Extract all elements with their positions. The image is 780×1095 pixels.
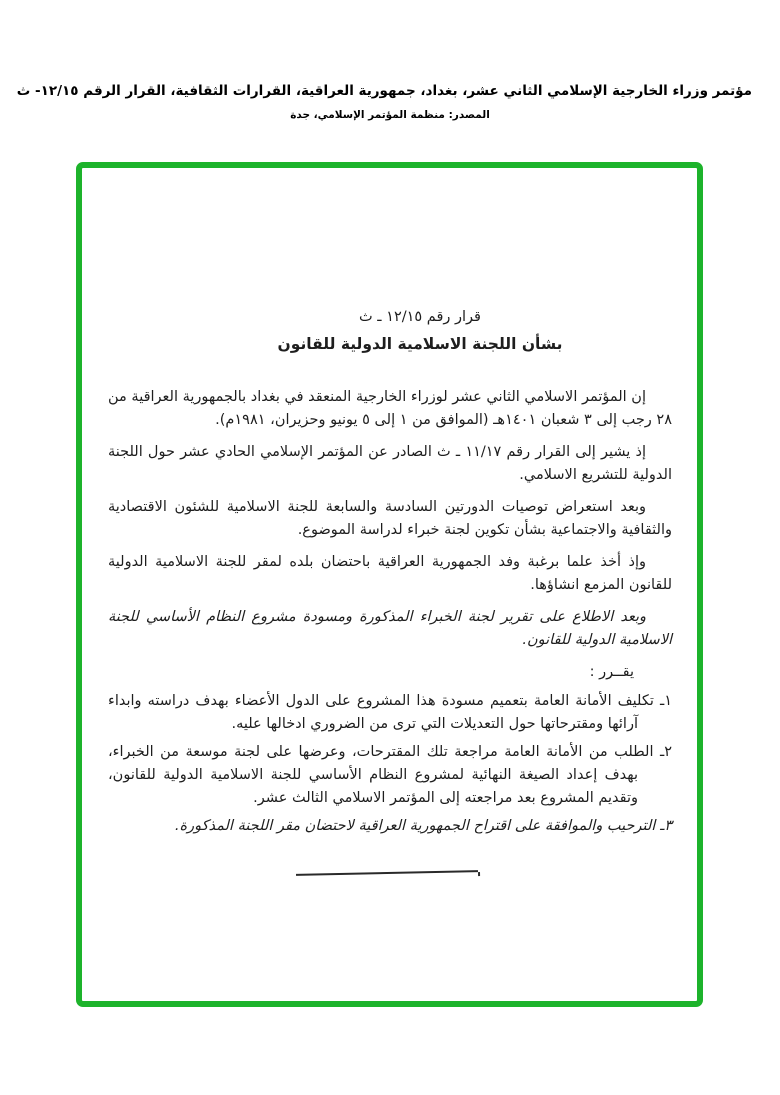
decision-item-2 [108, 741, 672, 810]
decision-item-1 [108, 690, 672, 736]
preamble-paragraph-4: وإذ أخذ علما برغبة وفد الجمهورية العراقية باحتضان بلده لمقر للجنة الاسلامية الدولية للقانون المزمع انشاؤها. [108, 554, 672, 593]
decision-item-3-number: ٣ـ [659, 818, 672, 834]
resolution-title-block [168, 306, 672, 356]
resolution-body [108, 306, 672, 843]
decision-item-1-number: ١ـ [659, 693, 672, 709]
decides-label: يقــرر : [589, 664, 634, 680]
resolution-subject-title: بشأن اللجنة الاسلامية الدولية للقانون [277, 335, 563, 353]
signature-rule-line [296, 870, 478, 876]
preamble-paragraph-2: إذ يشير إلى القرار رقم ١١/١٧ ـ ث الصادر عن المؤتمر الإسلامي الحادي عشر حول اللجنة الدولية للتشريع الاسلامي. [108, 444, 672, 483]
preamble-paragraph-1: إن المؤتمر الاسلامي الثاني عشر لوزراء الخارجية المنعقد في بغداد بالجمهورية العراقية من ٢٨ رجب إلى ٣ شعبان ١٤٠١هـ (الموافق من ١ إلى ٥ يونيو وحزيران، ١٩٨١م). [108, 389, 672, 428]
decision-item-3 [108, 815, 672, 838]
preamble-paragraph-3: وبعد استعراض توصيات الدورتين السادسة والسابعة للجنة الاسلامية للشئون الاقتصادية والثقافية والاجتماعية بشأن تكوين لجنة خبراء لدراسة الموضوع. [108, 499, 672, 538]
decision-item-3-text: الترحيب والموافقة على اقتراح الجمهورية العراقية لاحتضان مقر اللجنة المذكورة. [174, 818, 656, 834]
preamble-paragraph-5: وبعد الاطلاع على تقرير لجنة الخبراء المذكورة ومسودة مشروع النظام الأساسي للجنة الاسلامية الدولية للقانون. [108, 609, 672, 648]
document-source-line: المصدر: منظمة المؤتمر الإسلامي، جدة [290, 109, 490, 121]
decision-item-2-number: ٢ـ [659, 744, 673, 760]
green-document-frame [76, 162, 703, 1007]
resolution-number-title: قرار رقم ١٢/١٥ ـ ث [359, 309, 481, 325]
decision-item-1-text: تكليف الأمانة العامة بتعميم مسودة هذا المشروع على الدول الأعضاء بهدف دراسته وابداء آرائها ومقترحاتها حول التعديلات التي ترى من الضروري ادخالها عليه. [108, 693, 654, 732]
decision-item-2-text: الطلب من الأمانة العامة مراجعة تلك المقترحات، وعرضها على لجنة موسعة من الخبراء، بهدف إعداد الصيغة النهائية لمشروع النظام الأساسي للجنة الاسلامية الدولية للقانون، وتقديم المشروع بعد مراجعته إلى المؤتمر الاسلامي الثالث عشر. [108, 744, 654, 806]
document-reference-header: مؤتمر وزراء الخارجية الإسلامي الثاني عشر، بغداد، جمهورية العراقية، القرارات الثقافية، القرار الرقم ١٢/١٥- ث [16, 83, 752, 99]
